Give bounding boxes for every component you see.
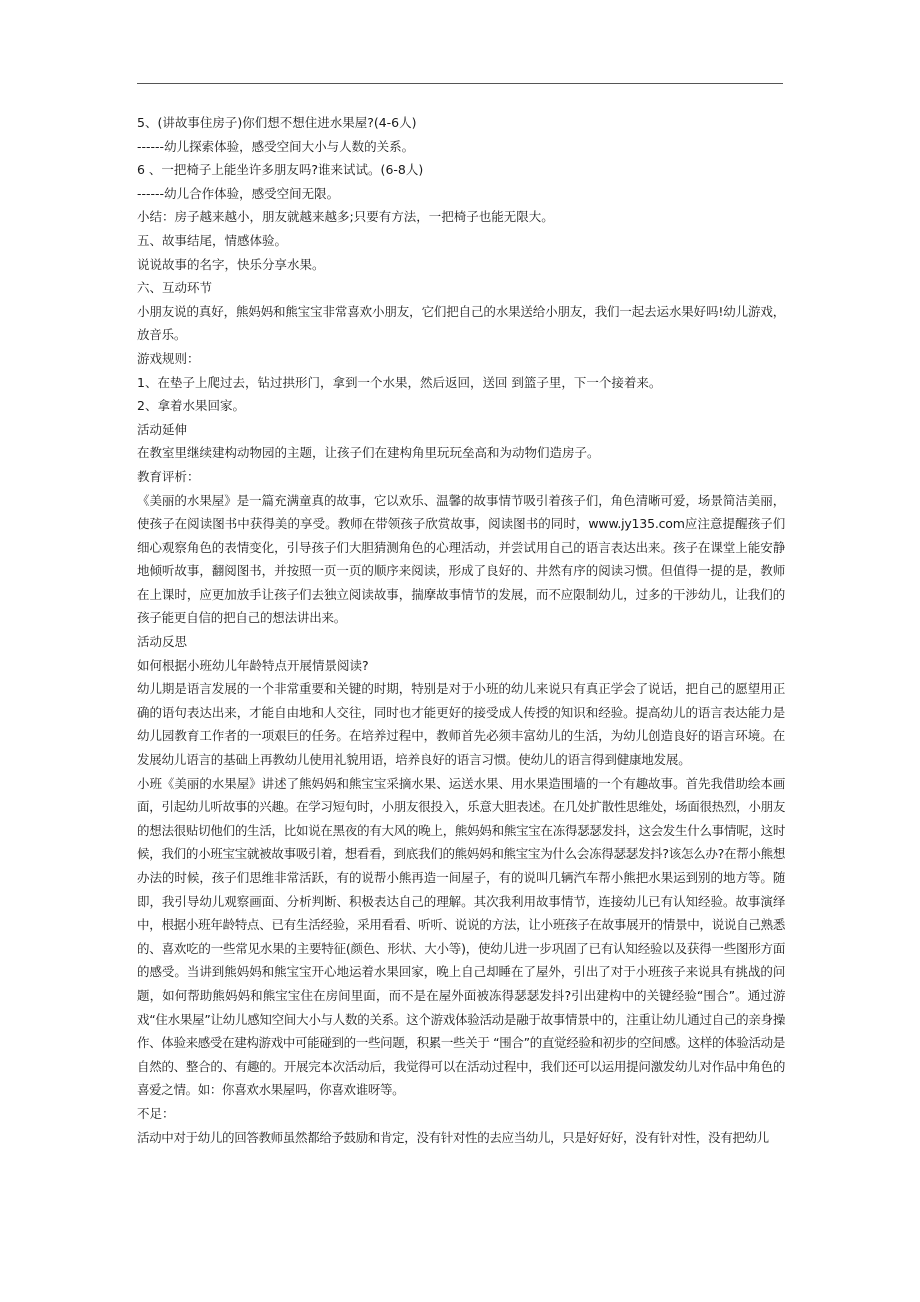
section-heading-interaction: 六、互动环节 — [137, 280, 213, 296]
paragraph-story-name: 说说故事的名字，快乐分享水果。 — [137, 256, 325, 272]
section-heading-story-ending: 五、故事结尾，情感体验。 — [137, 232, 288, 248]
paragraph-shortcomings: 活动中对于幼儿的回答教师虽然都给予鼓励和肯定，没有针对性的去应当幼儿，只是好好好，没有针对性，没有把幼儿 — [137, 1129, 769, 1145]
heading-game-rules: 游戏规则： — [137, 350, 200, 366]
heading-education-review: 教育评析： — [137, 468, 200, 484]
paragraph-activity-extension: 在教室里继续建构动物园的主题，让孩子们在建构角里玩玩垒高和为动物们造房子。 — [137, 445, 600, 461]
paragraph-rule-1: 1、在垫子上爬过去，钻过拱形门，拿到一个水果，然后返回，送回 到篮子里，下一个接着来。 — [137, 374, 662, 390]
heading-shortcomings: 不足： — [137, 1105, 175, 1121]
heading-activity-extension: 活动延伸 — [137, 421, 188, 437]
paragraph-class-story: 小班《美丽的水果屋》讲述了熊妈妈和熊宝宝采摘水果、运送水果、用水果造围墙的一个有趣故事。首先我借助绘本画面，引起幼儿听故事的兴趣。在学习短句时，小朋友很投入，乐意大胆表述。在几处扩散性思维处，场面很热烈，小朋友的想法很贴切他们的生活，比如说在黑夜的有大风的晚上，熊妈妈和熊宝宝在冻得瑟瑟发抖，这会发生什么事情呢，这时候，我们的小班宝宝就被故事吸引着，想看看，到底我们的熊妈妈和熊宝宝为什么会冻得瑟瑟发抖?该怎么办?在帮小熊想办法的时候，孩子们思维非常活跃，有的说帮小熊再造一间屋子，有的说叫几辆汽车帮小熊把水果运到别的地方等。随即，我引导幼儿观察画面、分析判断、积极表达自己的理解。其次我利用故事情节，连接幼儿已有认知经验。故事演绎中，根据小班年龄特点、已有生活经验，采用看看、听听、说说的方法，让小班孩子在故事展开的情景中，说说自己熟悉的、喜欢吃的一些常见水果的主要特征(颜色、形状、大小等)，使幼儿进一步巩固了已有认知经验以及获得一些图形方面的感受。当讲到熊妈妈和熊宝宝开心地运着水果回家，晚上自己却睡在了屋外，引出了对于小班孩子来说具有挑战的问题，如何帮助熊妈妈和熊宝宝住在房间里面，而不是在屋外面被冻得瑟瑟发抖?引出建构中的关键经验“围合”。通过游戏“住水果屋”让幼儿感知空间大小与人数的关系。这个游戏体验活动是融于故事情景中的，注重让幼儿通过自己的亲身操作、体验来感受在建构游戏中可能碰到的一些问题，积累一些关于 “围合”的直觉经验和初步的空间感。这样的体验活动是自然的、整合的、有趣的。开展完本次活动后，我觉得可以在活动过程中，我们还可以运用提问激发幼儿对作品中角色的喜爱之情。如：你喜欢水果屋吗，你喜欢谁呀等。 — [137, 775, 785, 1098]
paragraph-step-5: 5、(讲故事住房子)你们想不想住进水果屋?(4-6人) — [137, 115, 417, 130]
heading-reflection-question: 如何根据小班幼儿年龄特点开展情景阅读? — [137, 657, 369, 673]
paragraph-step-6: 6 、一把椅子上能坐许多朋友吗?谁来试试。(6-8人) — [137, 162, 424, 178]
header-rule — [137, 83, 783, 84]
paragraph-step-5-note: ------幼儿探索体验，感受空间大小与人数的关系。 — [137, 138, 415, 154]
paragraph-education-review: 《美丽的水果屋》是一篇充满童真的故事，它以欢乐、温馨的故事情节吸引着孩子们，角色清晰可爱，场景简洁美丽，使孩子在阅读图书中获得美的享受。教师在带领孩子欣赏故事，阅读图书的同时，www.jy135.com应注意提醒孩子们细心观察角色的表情变化，引导孩子们大胆猜测角色的心理活动，并尝试用自己的语言表达出来。孩子在课堂上能安静地倾听故事，翻阅图书，并按照一页一页的顺序来阅读，形成了良好的、井然有序的阅读习惯。但值得一提的是，教师在上课时，应更加放手让孩子们去独立阅读故事，揣摩故事情节的发展，而不应限制幼儿，过多的干涉幼儿，让我们的孩子能更自信的把自己的想法讲出来。 — [137, 492, 785, 626]
paragraph-rule-2: 2、拿着水果回家。 — [137, 398, 245, 414]
paragraph-interaction: 小朋友说的真好，熊妈妈和熊宝宝非常喜欢小朋友，它们把自己的水果送给小朋友，我们一起去运水果好吗!幼儿游戏，放音乐。 — [137, 303, 785, 343]
paragraph-step-6-note: ------幼儿合作体验，感受空间无限。 — [137, 185, 340, 201]
paragraph-summary: 小结：房子越来越小，朋友就越来越多;只要有方法，一把椅子也能无限大。 — [137, 209, 554, 225]
paragraph-language-development: 幼儿期是语言发展的一个非常重要和关键的时期，特别是对于小班的幼儿来说只有真正学会了说话，把自己的愿望用正确的语句表达出来，才能自由地和人交往，同时也才能更好的接受成人传授的知识和经验。提高幼儿的语言表达能力是幼儿园教育工作者的一项艰巨的任务。在培养过程中，教师首先必须丰富幼儿的生活，为幼儿创造良好的语言环境。在发展幼儿语言的基础上再教幼儿使用礼貌用语，培养良好的语言习惯。使幼儿的语言得到健康地发展。 — [137, 681, 785, 768]
heading-activity-reflection: 活动反思 — [137, 634, 188, 650]
document-body — [137, 111, 785, 1149]
